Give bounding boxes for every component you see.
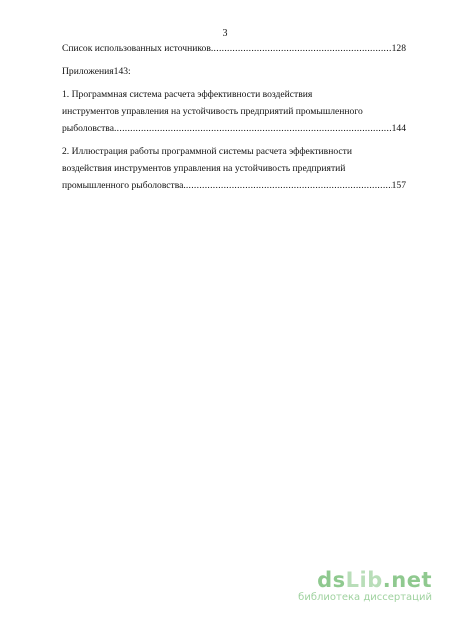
toc-entry-appendix-2 [62, 143, 406, 194]
toc-entry-title-line3: промышленного рыболовства. [62, 180, 186, 191]
toc-entry-sources [62, 40, 406, 57]
toc-entry-page: 128 [391, 43, 406, 54]
toc-entry-title: Список использованных источников [62, 43, 211, 54]
appendices-heading-text: Приложения143: [62, 66, 131, 77]
dslib-logo: dsLib.net [317, 568, 432, 592]
toc-appendices-heading [62, 63, 406, 80]
leader-dots [186, 177, 392, 194]
toc-entry-title-line3: рыболовства [62, 123, 114, 134]
toc-entry-appendix-1 [62, 86, 406, 137]
toc-entry-title-line2: инструментов управления на устойчивость предприятий промышленного [62, 106, 363, 117]
page-number: 3 [222, 28, 228, 39]
dslib-subtitle: библиотека диссертаций [298, 592, 432, 603]
toc-entry-title-line1: 2. Иллюстрация работы программной системы расчета эффективности [62, 146, 352, 157]
toc-entry-page: 144 [391, 123, 406, 134]
toc-entry-title-line1: 1. Программная система расчета эффективности воздействия [62, 89, 313, 100]
leader-dots [114, 120, 392, 137]
table-of-contents [62, 40, 406, 200]
toc-entry-page: 157 [391, 180, 406, 191]
leader-dots [211, 40, 392, 57]
dslib-watermark [298, 569, 432, 604]
toc-entry-title-line2: воздействия инструментов управления на устойчивость предприятий [62, 163, 346, 174]
